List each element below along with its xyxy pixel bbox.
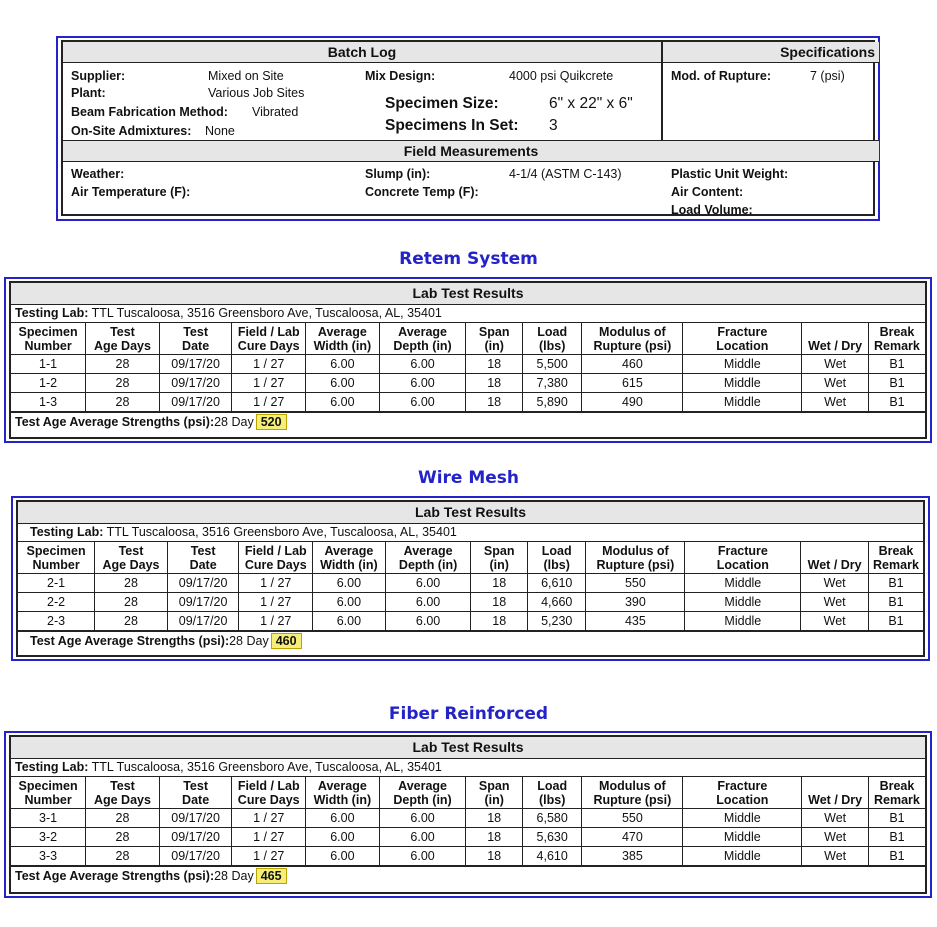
col-header-line-1: Field / Lab bbox=[237, 324, 300, 339]
col-header bbox=[801, 542, 869, 574]
results-table bbox=[11, 777, 925, 866]
col-header bbox=[868, 777, 925, 809]
average-age: 28 Day bbox=[214, 869, 254, 883]
col-header bbox=[868, 323, 925, 355]
col-header-line-2: Cure Days bbox=[244, 557, 307, 572]
col-header-line-1: Field / Lab bbox=[237, 778, 300, 793]
plant-value: Various Job Sites bbox=[208, 86, 305, 100]
table-cell: 18 bbox=[471, 593, 527, 612]
section-title-retem: Retem System bbox=[399, 249, 538, 269]
table-cell: 18 bbox=[466, 393, 522, 412]
specimen-size-label: Specimen Size: bbox=[385, 95, 499, 112]
col-header bbox=[95, 542, 168, 574]
col-header-line-1: Average bbox=[317, 324, 367, 339]
table-cell: 6,610 bbox=[527, 574, 586, 593]
average-strength-line bbox=[11, 866, 925, 886]
table-cell: 6.00 bbox=[379, 374, 466, 393]
table-cell: 5,630 bbox=[522, 828, 582, 847]
section-title-fiber-reinforced: Fiber Reinforced bbox=[388, 704, 549, 724]
average-age: 28 Day bbox=[214, 415, 254, 429]
table-cell: 385 bbox=[582, 847, 683, 866]
col-header-line-2: Location bbox=[716, 557, 769, 572]
testing-lab-label: Testing Lab: bbox=[30, 525, 104, 539]
table-cell: B1 bbox=[868, 355, 925, 374]
table-cell: 28 bbox=[86, 828, 160, 847]
average-strength-line bbox=[18, 631, 923, 651]
table-cell: Middle bbox=[685, 574, 801, 593]
col-header-line-1: Fracture bbox=[717, 543, 768, 558]
table-row bbox=[18, 593, 923, 612]
specimen-size-value: 6" x 22" x 6" bbox=[549, 95, 633, 112]
col-header bbox=[379, 777, 466, 809]
supplier-label: Supplier: bbox=[71, 69, 126, 83]
col-header-line-1: Test bbox=[183, 778, 208, 793]
col-header-line-1: Break bbox=[878, 543, 914, 558]
table-cell: 3-1 bbox=[11, 809, 86, 828]
table-cell: 1 / 27 bbox=[232, 355, 306, 374]
table-cell: 6.00 bbox=[379, 809, 466, 828]
col-header-line-2: Width (in) bbox=[313, 792, 372, 807]
table-cell: 18 bbox=[466, 847, 522, 866]
col-header-line-2: (lbs) bbox=[543, 557, 570, 572]
col-header-line-2: Location bbox=[716, 338, 769, 353]
table-cell: 2-1 bbox=[18, 574, 95, 593]
testing-lab-value: TTL Tuscaloosa, 3516 Greensboro Ave, Tuscaloosa, AL, 35401 bbox=[106, 525, 457, 539]
col-header-line-1: Average bbox=[324, 543, 374, 558]
col-header-line-1: Field / Lab bbox=[244, 543, 307, 558]
table-cell: 28 bbox=[86, 847, 160, 866]
table-cell: Middle bbox=[683, 355, 802, 374]
slump-value: 4-1/4 (ASTM C-143) bbox=[509, 167, 622, 181]
col-header bbox=[683, 323, 802, 355]
table-cell: 1 / 27 bbox=[239, 612, 313, 631]
table-cell: 18 bbox=[466, 355, 522, 374]
table-cell: 09/17/20 bbox=[159, 828, 232, 847]
col-header-line-1: Average bbox=[403, 543, 453, 558]
table-cell: 2-3 bbox=[18, 612, 95, 631]
table-cell: 4,660 bbox=[527, 593, 586, 612]
weather-label: Weather: bbox=[71, 167, 125, 181]
col-header-line-1: Specimen bbox=[18, 324, 78, 339]
field-measurements-header: Field Measurements bbox=[63, 140, 879, 162]
col-header bbox=[685, 542, 801, 574]
lab-results-frame bbox=[9, 735, 927, 894]
table-row bbox=[11, 355, 925, 374]
col-header bbox=[385, 542, 471, 574]
table-cell: 09/17/20 bbox=[159, 355, 232, 374]
table-cell: B1 bbox=[868, 809, 925, 828]
mod-of-rupture-label: Mod. of Rupture: bbox=[671, 69, 771, 83]
table-cell: B1 bbox=[868, 393, 925, 412]
col-header-line-2: Wet / Dry bbox=[807, 557, 862, 572]
table-cell: 615 bbox=[582, 374, 683, 393]
average-age: 28 Day bbox=[229, 634, 269, 648]
col-header-line-1: Load bbox=[537, 778, 568, 793]
col-header-line-2: Rupture (psi) bbox=[596, 557, 675, 572]
table-cell: 390 bbox=[586, 593, 685, 612]
col-header-line-1: Test bbox=[118, 543, 144, 558]
concrete-temp-label: Concrete Temp (F): bbox=[365, 185, 479, 199]
air-content-label: Air Content: bbox=[671, 185, 744, 199]
col-header bbox=[232, 323, 306, 355]
plastic-unit-weight-label: Plastic Unit Weight: bbox=[671, 167, 789, 181]
col-header-line-1: Specimen bbox=[26, 543, 86, 558]
table-row bbox=[18, 574, 923, 593]
specifications-header bbox=[663, 42, 879, 63]
table-cell: 18 bbox=[466, 828, 522, 847]
section-title-wire-mesh: Wire Mesh bbox=[417, 468, 520, 488]
results-table bbox=[18, 542, 923, 631]
col-header bbox=[683, 777, 802, 809]
col-header bbox=[167, 542, 239, 574]
table-cell: 6.00 bbox=[379, 847, 466, 866]
table-cell: 6.00 bbox=[379, 393, 466, 412]
col-header-line-1: Test bbox=[183, 324, 208, 339]
average-strength-label: Test Age Average Strengths (psi): bbox=[15, 415, 215, 429]
col-header-line-1: Fracture bbox=[717, 778, 768, 793]
table-cell: 4,610 bbox=[522, 847, 582, 866]
table-header-row bbox=[11, 323, 925, 355]
col-header-line-1: Modulus of bbox=[599, 324, 666, 339]
col-header-line-1: Load bbox=[537, 324, 568, 339]
table-cell: 09/17/20 bbox=[167, 593, 239, 612]
col-header-line-2: Width (in) bbox=[313, 338, 372, 353]
col-header-line-2: Location bbox=[716, 792, 769, 807]
col-header-line-2: Cure Days bbox=[237, 792, 300, 807]
col-header-line-2: (lbs) bbox=[538, 338, 566, 353]
table-cell: Middle bbox=[685, 612, 801, 631]
table-cell: Middle bbox=[683, 809, 802, 828]
col-header-line-2: Depth (in) bbox=[393, 792, 452, 807]
table-cell: Wet bbox=[802, 374, 869, 393]
col-header bbox=[306, 323, 380, 355]
table-cell: 18 bbox=[471, 574, 527, 593]
batch-log-panel bbox=[56, 36, 880, 221]
table-cell: 6.00 bbox=[306, 374, 380, 393]
table-cell: 28 bbox=[86, 374, 160, 393]
lab-results-frame bbox=[16, 500, 925, 657]
table-header-row bbox=[11, 777, 925, 809]
lab-results-title: Lab Test Results bbox=[11, 283, 925, 305]
col-header bbox=[802, 777, 869, 809]
table-cell: 6.00 bbox=[306, 393, 380, 412]
admixtures-value: None bbox=[205, 124, 235, 138]
table-cell: Wet bbox=[801, 612, 869, 631]
table-cell: 5,230 bbox=[527, 612, 586, 631]
table-cell: 5,500 bbox=[522, 355, 582, 374]
table-cell: 6.00 bbox=[385, 612, 471, 631]
table-cell: 7,380 bbox=[522, 374, 582, 393]
testing-lab-value: TTL Tuscaloosa, 3516 Greensboro Ave, Tuscaloosa, AL, 35401 bbox=[91, 306, 442, 320]
col-header-line-2: Date bbox=[182, 338, 210, 353]
results-table bbox=[11, 323, 925, 412]
average-strength-label: Test Age Average Strengths (psi): bbox=[15, 869, 215, 883]
table-cell: 550 bbox=[586, 574, 685, 593]
table-cell: 09/17/20 bbox=[159, 809, 232, 828]
table-cell: 28 bbox=[95, 593, 168, 612]
table-cell: 490 bbox=[582, 393, 683, 412]
table-cell: Wet bbox=[801, 574, 869, 593]
col-header-line-2: Wet / Dry bbox=[808, 338, 863, 353]
col-header-line-1: Test bbox=[110, 778, 135, 793]
average-strength-value: 465 bbox=[256, 868, 287, 884]
lab-results-fiber-reinforced bbox=[4, 731, 932, 898]
table-cell: 460 bbox=[582, 355, 683, 374]
col-header-line-2: Age Days bbox=[93, 338, 151, 353]
table-cell: 18 bbox=[466, 374, 522, 393]
col-header bbox=[582, 323, 683, 355]
table-cell: 09/17/20 bbox=[167, 612, 239, 631]
col-header-line-1: Span bbox=[478, 778, 510, 793]
table-cell: Wet bbox=[802, 847, 869, 866]
mix-design-value: 4000 psi Quikcrete bbox=[509, 69, 614, 83]
col-header-line-1: Average bbox=[398, 778, 447, 793]
table-cell: 28 bbox=[86, 393, 160, 412]
col-header bbox=[466, 323, 522, 355]
col-header-line-1: Break bbox=[879, 324, 915, 339]
table-cell: 18 bbox=[466, 809, 522, 828]
table-cell: 1 / 27 bbox=[232, 393, 306, 412]
col-header bbox=[239, 542, 313, 574]
table-cell: Middle bbox=[683, 393, 802, 412]
table-header-row bbox=[18, 542, 923, 574]
table-row bbox=[11, 847, 925, 866]
table-cell: 1 / 27 bbox=[232, 374, 306, 393]
col-header bbox=[159, 777, 232, 809]
table-cell: 6.00 bbox=[306, 355, 380, 374]
table-cell: 09/17/20 bbox=[159, 393, 232, 412]
col-header-line-2: Remark bbox=[873, 557, 919, 572]
table-cell: 1 / 27 bbox=[232, 828, 306, 847]
col-header bbox=[232, 777, 306, 809]
table-cell: 6.00 bbox=[385, 574, 471, 593]
table-cell: 1-2 bbox=[11, 374, 86, 393]
col-header bbox=[11, 323, 86, 355]
col-header bbox=[802, 323, 869, 355]
table-cell: 28 bbox=[95, 612, 168, 631]
average-strength-value: 520 bbox=[256, 414, 287, 430]
col-header bbox=[522, 777, 582, 809]
table-cell: 28 bbox=[95, 574, 168, 593]
table-cell: 6,580 bbox=[522, 809, 582, 828]
table-cell: B1 bbox=[868, 612, 923, 631]
table-cell: 09/17/20 bbox=[167, 574, 239, 593]
table-cell: 1 / 27 bbox=[232, 847, 306, 866]
table-cell: 28 bbox=[86, 355, 160, 374]
col-header-line-2: Number bbox=[24, 792, 72, 807]
slump-label: Slump (in): bbox=[365, 167, 431, 181]
average-strength-label: Test Age Average Strengths (psi): bbox=[30, 634, 230, 648]
admixtures-label: On-Site Admixtures: bbox=[71, 124, 192, 138]
col-header bbox=[159, 323, 232, 355]
testing-lab-value: TTL Tuscaloosa, 3516 Greensboro Ave, Tuscaloosa, AL, 35401 bbox=[91, 760, 442, 774]
table-cell: 5,890 bbox=[522, 393, 582, 412]
col-header-line-1: Test bbox=[190, 543, 216, 558]
col-header-line-2: Date bbox=[189, 557, 217, 572]
col-header-line-1: Load bbox=[541, 543, 572, 558]
col-header-line-2: Width (in) bbox=[320, 557, 378, 572]
table-cell: 1 / 27 bbox=[232, 809, 306, 828]
average-strength-value: 460 bbox=[271, 633, 302, 649]
air-temperature-label: Air Temperature (F): bbox=[71, 185, 191, 199]
batch-log-frame bbox=[61, 40, 875, 216]
testing-lab-line bbox=[18, 524, 923, 542]
col-header bbox=[582, 777, 683, 809]
plant-label: Plant: bbox=[71, 86, 106, 100]
table-cell: 6.00 bbox=[379, 828, 466, 847]
col-header-line-2: (in) bbox=[484, 338, 504, 353]
table-cell: 6.00 bbox=[306, 809, 380, 828]
table-cell: 09/17/20 bbox=[159, 847, 232, 866]
table-cell: 435 bbox=[586, 612, 685, 631]
mix-design-label: Mix Design: bbox=[365, 69, 436, 83]
mod-of-rupture-value: 7 (psi) bbox=[810, 69, 845, 83]
table-cell: 3-2 bbox=[11, 828, 86, 847]
lab-results-retem bbox=[4, 277, 932, 443]
table-cell: B1 bbox=[868, 574, 923, 593]
divider bbox=[661, 42, 663, 140]
table-cell: 3-3 bbox=[11, 847, 86, 866]
col-header-line-2: Age Days bbox=[93, 792, 151, 807]
table-row bbox=[18, 612, 923, 631]
table-cell: Middle bbox=[685, 593, 801, 612]
table-cell: 6.00 bbox=[385, 593, 471, 612]
specimens-in-set-label: Specimens In Set: bbox=[385, 117, 519, 134]
col-header-line-2: Date bbox=[182, 792, 210, 807]
col-header-line-1: Test bbox=[110, 324, 135, 339]
table-cell: 28 bbox=[86, 809, 160, 828]
table-cell: 6.00 bbox=[313, 593, 386, 612]
table-cell: 1 / 27 bbox=[239, 574, 313, 593]
col-header-line-2: (in) bbox=[484, 792, 504, 807]
col-header-line-2: Wet / Dry bbox=[808, 792, 863, 807]
col-header-line-1: Span bbox=[478, 324, 510, 339]
col-header-line-2: (lbs) bbox=[538, 792, 566, 807]
col-header-line-2: Number bbox=[32, 557, 80, 572]
col-header-line-2: Cure Days bbox=[237, 338, 300, 353]
specimens-in-set-value: 3 bbox=[549, 117, 558, 134]
table-cell: 1 / 27 bbox=[239, 593, 313, 612]
table-cell: Middle bbox=[683, 847, 802, 866]
lab-results-title: Lab Test Results bbox=[18, 502, 923, 524]
col-header bbox=[313, 542, 386, 574]
average-strength-line bbox=[11, 412, 925, 432]
table-cell: Wet bbox=[802, 809, 869, 828]
table-cell: 09/17/20 bbox=[159, 374, 232, 393]
col-header-line-2: Rupture (psi) bbox=[593, 792, 672, 807]
col-header bbox=[586, 542, 685, 574]
table-cell: B1 bbox=[868, 593, 923, 612]
table-row bbox=[11, 828, 925, 847]
col-header-line-1: Average bbox=[317, 778, 367, 793]
table-cell: 6.00 bbox=[306, 828, 380, 847]
testing-lab-label: Testing Lab: bbox=[15, 760, 89, 774]
col-header-line-1: Average bbox=[398, 324, 447, 339]
col-header bbox=[522, 323, 582, 355]
testing-lab-line bbox=[11, 305, 925, 323]
testing-lab-line bbox=[11, 759, 925, 777]
table-cell: 6.00 bbox=[313, 612, 386, 631]
col-header-line-2: Age Days bbox=[102, 557, 160, 572]
lab-results-wire-mesh bbox=[11, 496, 930, 661]
table-row bbox=[11, 374, 925, 393]
col-header bbox=[466, 777, 522, 809]
table-cell: Wet bbox=[801, 593, 869, 612]
table-cell: 18 bbox=[471, 612, 527, 631]
col-header bbox=[868, 542, 923, 574]
table-row bbox=[11, 393, 925, 412]
table-cell: 1-3 bbox=[11, 393, 86, 412]
lab-results-frame bbox=[9, 281, 927, 439]
col-header bbox=[306, 777, 380, 809]
col-header-line-2: Remark bbox=[874, 792, 920, 807]
col-header-line-2: Depth (in) bbox=[393, 338, 452, 353]
col-header-line-1: Break bbox=[879, 778, 915, 793]
col-header bbox=[527, 542, 586, 574]
col-header-line-1: Specimen bbox=[18, 778, 78, 793]
table-cell: Middle bbox=[683, 374, 802, 393]
col-header bbox=[86, 323, 160, 355]
table-cell: B1 bbox=[868, 374, 925, 393]
load-volume-label: Load Volume: bbox=[671, 203, 753, 217]
col-header-line-2: Remark bbox=[874, 338, 920, 353]
col-header bbox=[86, 777, 160, 809]
table-cell: Wet bbox=[802, 393, 869, 412]
col-header bbox=[471, 542, 527, 574]
table-cell: 6.00 bbox=[379, 355, 466, 374]
col-header-line-2: Rupture (psi) bbox=[593, 338, 672, 353]
col-header-line-2: Depth (in) bbox=[398, 557, 458, 572]
col-header-line-2: (in) bbox=[489, 557, 509, 572]
table-cell: Wet bbox=[802, 828, 869, 847]
batch-log-header: Batch Log bbox=[63, 42, 661, 63]
table-row bbox=[11, 809, 925, 828]
lab-results-title: Lab Test Results bbox=[11, 737, 925, 759]
col-header bbox=[379, 323, 466, 355]
col-header-line-1: Span bbox=[483, 543, 515, 558]
table-cell: B1 bbox=[868, 828, 925, 847]
table-cell: 2-2 bbox=[18, 593, 95, 612]
col-header-line-2: Number bbox=[24, 338, 72, 353]
col-header bbox=[18, 542, 95, 574]
table-cell: 470 bbox=[582, 828, 683, 847]
supplier-value: Mixed on Site bbox=[208, 69, 284, 83]
specifications-header-label: Specifications bbox=[780, 44, 875, 60]
testing-lab-label: Testing Lab: bbox=[15, 306, 89, 320]
table-cell: 6.00 bbox=[313, 574, 386, 593]
col-header-line-1: Modulus of bbox=[599, 778, 666, 793]
table-cell: Wet bbox=[802, 355, 869, 374]
table-cell: 550 bbox=[582, 809, 683, 828]
col-header bbox=[11, 777, 86, 809]
beam-method-value: Vibrated bbox=[252, 105, 299, 119]
table-cell: Middle bbox=[683, 828, 802, 847]
col-header-line-1: Fracture bbox=[717, 324, 768, 339]
beam-method-label: Beam Fabrication Method: bbox=[71, 105, 228, 119]
col-header-line-1: Modulus of bbox=[602, 543, 669, 558]
table-cell: 6.00 bbox=[306, 847, 380, 866]
table-cell: 1-1 bbox=[11, 355, 86, 374]
table-cell: B1 bbox=[868, 847, 925, 866]
